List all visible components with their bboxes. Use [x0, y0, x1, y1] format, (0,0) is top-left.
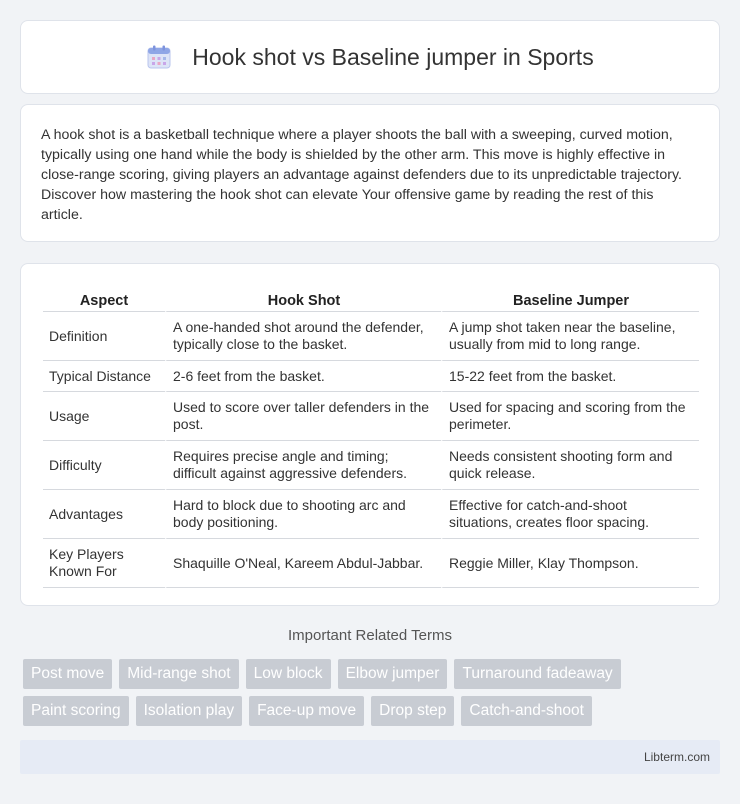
column-header-aspect: Aspect	[43, 284, 165, 312]
calendar-icon	[146, 44, 172, 70]
related-terms-tags	[23, 659, 723, 733]
tag-elbow-jumper[interactable]: Elbow jumper	[338, 659, 448, 689]
tag-face-up-move[interactable]: Face-up move	[249, 696, 364, 726]
header-card	[20, 20, 720, 94]
row-baseline-jumper: Used for spacing and scoring from the perimeter.	[441, 392, 699, 441]
row-baseline-jumper: A jump shot taken near the baseline, usually from mid to long range.	[441, 312, 699, 361]
tag-catch-and-shoot[interactable]: Catch-and-shoot	[461, 696, 592, 726]
tag-isolation-play[interactable]: Isolation play	[136, 696, 242, 726]
tag-mid-range-shot[interactable]: Mid-range shot	[119, 659, 238, 689]
footer	[20, 740, 720, 774]
tag-low-block[interactable]: Low block	[246, 659, 331, 689]
row-baseline-jumper: Needs consistent shooting form and quick release.	[441, 441, 699, 490]
row-hook-shot: 2-6 feet from the basket.	[165, 361, 441, 392]
row-hook-shot: Requires precise angle and timing; difficult against aggressive defenders.	[165, 441, 441, 490]
row-baseline-jumper: 15-22 feet from the basket.	[441, 361, 699, 392]
row-aspect: Advantages	[43, 490, 165, 539]
row-aspect: Usage	[43, 392, 165, 441]
table-row	[43, 539, 699, 588]
table-row	[43, 441, 699, 490]
row-hook-shot: Shaquille O'Neal, Kareem Abdul-Jabbar.	[165, 539, 441, 588]
row-hook-shot: A one-handed shot around the defender, typically close to the basket.	[165, 312, 441, 361]
tag-paint-scoring[interactable]: Paint scoring	[23, 696, 129, 726]
tag-post-move[interactable]: Post move	[23, 659, 112, 689]
table-row	[43, 392, 699, 441]
table-row	[43, 490, 699, 539]
row-hook-shot: Used to score over taller defenders in the post.	[165, 392, 441, 441]
row-aspect: Definition	[43, 312, 165, 361]
comparison-table	[43, 284, 699, 588]
intro-card	[20, 104, 720, 242]
row-aspect: Key Players Known For	[43, 539, 165, 588]
row-baseline-jumper: Reggie Miller, Klay Thompson.	[441, 539, 699, 588]
column-header-baseline-jumper: Baseline Jumper	[441, 284, 699, 312]
table-header-row	[43, 284, 699, 312]
comparison-card	[20, 263, 720, 606]
related-terms-title: Important Related Terms	[288, 627, 452, 644]
footer-site-link[interactable]: Libterm.com	[643, 750, 710, 764]
page-title: Hook shot vs Baseline jumper in Sports	[192, 43, 594, 70]
tag-turnaround-fadeaway[interactable]: Turnaround fadeaway	[454, 659, 620, 689]
tag-drop-step[interactable]: Drop step	[371, 696, 454, 726]
row-baseline-jumper: Effective for catch-and-shoot situations, creates floor spacing.	[441, 490, 699, 539]
table-row	[43, 312, 699, 361]
intro-text: A hook shot is a basketball technique where a player shoots the ball with a sweeping, curved motion, typically using one hand while the body is shielded by the other arm. This move is highly effective in close-range scoring, giving players an advantage against defenders due to its unpredictable trajectory. Discover how mastering the hook shot can elevate Your offensive game by reading the rest of this article.	[41, 127, 682, 223]
table-row	[43, 361, 699, 392]
row-aspect: Typical Distance	[43, 361, 165, 392]
row-aspect: Difficulty	[43, 441, 165, 490]
row-hook-shot: Hard to block due to shooting arc and body positioning.	[165, 490, 441, 539]
column-header-hook-shot: Hook Shot	[165, 284, 441, 312]
tag-row	[23, 659, 723, 689]
tag-row	[23, 696, 723, 726]
